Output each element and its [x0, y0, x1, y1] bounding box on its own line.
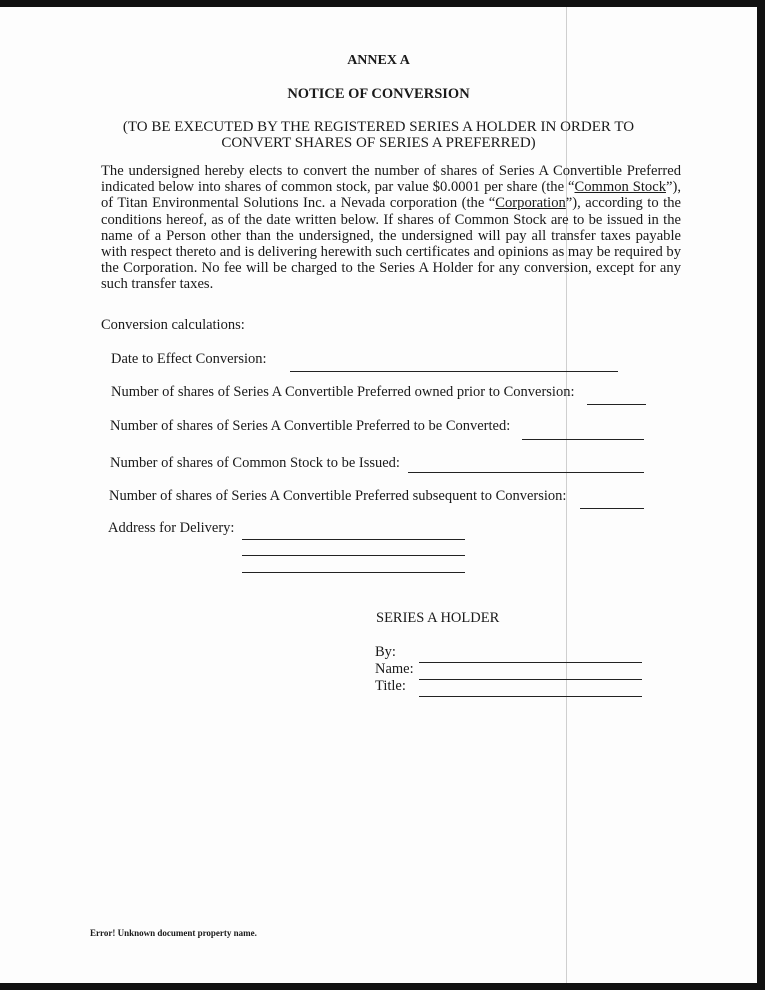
to-convert-field[interactable]	[522, 439, 644, 440]
conversion-paragraph	[101, 163, 681, 293]
conversion-calculations-label: Conversion calculations:	[101, 317, 245, 333]
footer-error-text: Error! Unknown document property name.	[90, 928, 257, 938]
subtitle-line-2: CONVERT SHARES OF SERIES A PREFERRED)	[221, 135, 536, 151]
common-issued-label: Number of shares of Common Stock to be Issued:	[110, 455, 400, 471]
series-a-holder-label: SERIES A HOLDER	[376, 610, 500, 626]
owned-prior-field[interactable]	[587, 404, 646, 405]
document-page	[0, 7, 757, 983]
title-label: Title:	[375, 678, 406, 694]
subtitle-line-1: (TO BE EXECUTED BY THE REGISTERED SERIES A HOLDER IN ORDER TO	[122, 119, 635, 135]
address-field-line-2[interactable]	[242, 555, 465, 556]
common-issued-field[interactable]	[408, 472, 644, 473]
title-field[interactable]	[419, 696, 642, 697]
date-field[interactable]	[290, 371, 618, 372]
owned-prior-label: Number of shares of Series A Convertible Preferred owned prior to Conversion:	[111, 384, 575, 400]
to-convert-label: Number of shares of Series A Convertible Preferred to be Converted:	[110, 418, 511, 434]
address-label: Address for Delivery:	[108, 520, 235, 536]
document-title: NOTICE OF CONVERSION	[287, 86, 470, 102]
by-field[interactable]	[419, 662, 642, 663]
paragraph-text: ”), of Titan Environmental Solutions Inc. a Nevada corporation (the “	[101, 179, 681, 212]
subsequent-label: Number of shares of Series A Convertible Preferred subsequent to Conversion:	[109, 488, 567, 504]
subsequent-field[interactable]	[580, 508, 644, 509]
address-field-line-1[interactable]	[242, 539, 465, 540]
paragraph-text: ”), according to the conditions hereof, as of the date written below. If shares of Common Stock are to be issued in the name of a Person other than the undersigned, the undersigned will pay all transfer taxes payable with respect thereto and is delivering herewith such certificates and opinions as may be required by the Corporation. No fee will be charged to the Series A Holder for any conversion, except for any such transfer taxes.	[101, 195, 681, 293]
address-field-line-3[interactable]	[242, 572, 465, 573]
defined-term-common-stock: Common Stock	[574, 179, 666, 196]
defined-term-corporation: Corporation	[495, 195, 566, 212]
annex-heading: ANNEX A	[347, 53, 410, 68]
name-field[interactable]	[419, 679, 642, 680]
date-label: Date to Effect Conversion:	[111, 351, 267, 367]
name-label: Name:	[375, 661, 414, 677]
paragraph-text: The undersigned hereby elects to convert the number of shares of Series A Convertible Preferred indicated below into shares of common stock, par value $0.0001 per share (the “	[101, 163, 681, 196]
by-label: By:	[375, 644, 396, 660]
